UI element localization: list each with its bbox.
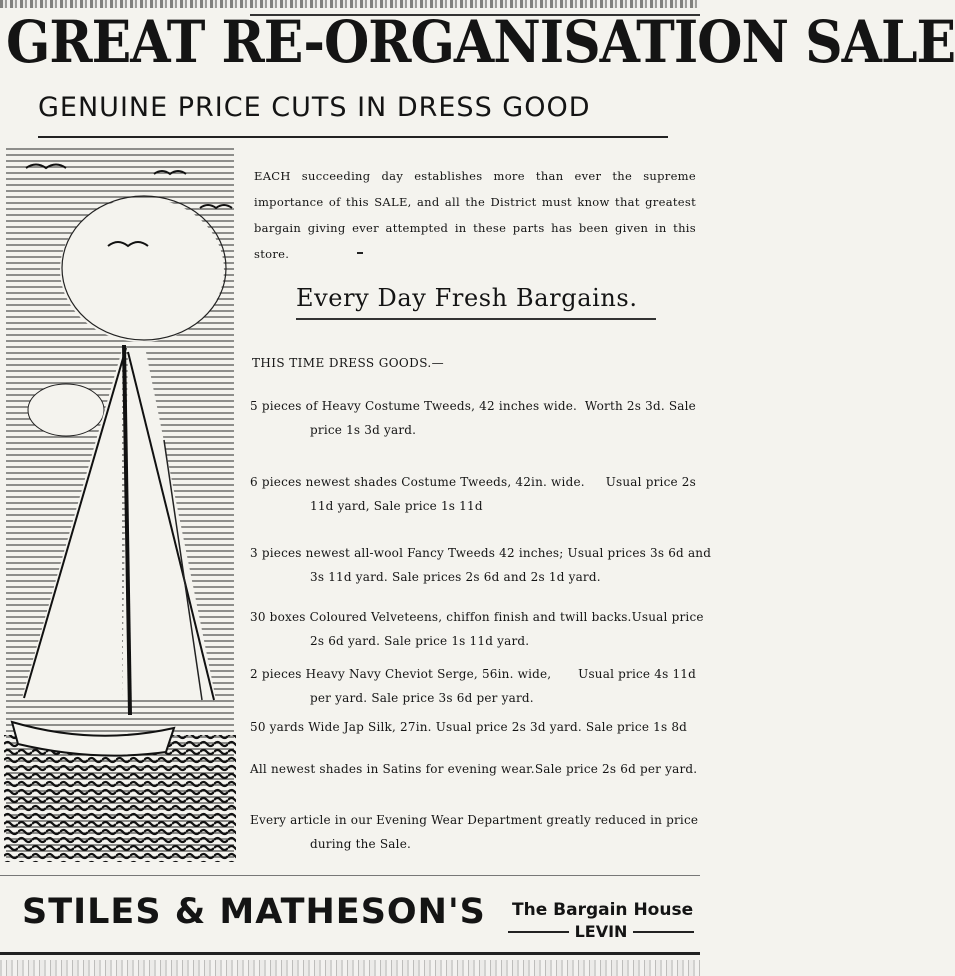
newsprint-edge-top [0, 0, 700, 8]
item-continuation: per yard. Sale price 3s 6d per yard. [310, 691, 534, 705]
newsprint-edge-bottom [0, 960, 700, 976]
list-item [250, 541, 712, 589]
item-continuation: during the Sale. [310, 837, 412, 851]
item-text: 5 pieces of Heavy Costume Tweeds, 42 inches wide. [250, 399, 578, 413]
list-item [250, 470, 696, 518]
section-label: THIS TIME DRESS GOODS.— [252, 356, 445, 370]
town-rule-right [633, 931, 694, 933]
item-price: Usual price 4s 11d [578, 667, 696, 681]
list-item [250, 394, 696, 442]
item-continuation: 11d yard, Sale price 1s 11d [310, 499, 483, 513]
item-text: 50 yards Wide Jap Silk, 27in. Usual price 2s 3d yard. Sale price 1s 8d [250, 720, 688, 734]
list-item [250, 757, 696, 781]
item-continuation: 2s 6d yard. Sale price 1s 11d yard. [310, 634, 530, 648]
separator-dash [357, 252, 363, 254]
intro-paragraph: EACH succeeding day establishes more than ever the supreme importance of this SALE, and all the District must know that greatest bargain giving ever attempted in these parts has been given in this store. [254, 169, 696, 261]
item-text: All newest shades in Satins for evening wear. [250, 762, 535, 776]
item-text: 30 boxes Coloured Velveteens, chiffon finish and twill backs. [250, 610, 632, 624]
store-name: STILES & MATHESON'S [22, 892, 486, 932]
footer-rule [0, 952, 700, 955]
list-item [250, 605, 704, 653]
town-name: LEVIN [574, 922, 628, 941]
store-tagline: The Bargain House [512, 900, 694, 920]
item-text: 6 pieces newest shades Costume Tweeds, 42in. wide. [250, 475, 585, 489]
item-continuation: price 1s 3d yard. [310, 423, 417, 437]
sailboat-illustration [4, 140, 236, 862]
subheadline: GENUINE PRICE CUTS IN DRESS GOOD [38, 92, 591, 123]
item-text: 3 pieces newest all-wool Fancy Tweeds 42 inches; Usual prices 3s 6d and [250, 546, 712, 560]
feature-heading-rule [296, 318, 656, 320]
item-price: Usual price 2s [605, 475, 696, 489]
list-item [250, 662, 696, 710]
item-price: Usual price [631, 610, 704, 624]
item-price: Worth 2s 3d. Sale [584, 399, 696, 413]
headline: GREAT RE-ORGANISATION SALE [6, 8, 955, 77]
item-price: Sale price 2s 6d per yard. [534, 762, 698, 776]
subheadline-rule [38, 136, 668, 138]
item-text: 2 pieces Heavy Navy Cheviot Serge, 56in. wide, [250, 667, 552, 681]
sailboat-drawing [4, 140, 236, 862]
footer-divider [0, 875, 700, 876]
list-item [250, 808, 699, 856]
store-town [508, 922, 694, 941]
town-rule-left [508, 931, 569, 933]
item-continuation: 3s 11d yard. Sale prices 2s 6d and 2s 1d yard. [310, 570, 601, 584]
feature-heading: Every Day Fresh Bargains. [296, 284, 638, 312]
item-text: Every article in our Evening Wear Department greatly reduced in price [250, 813, 699, 827]
list-item [250, 715, 696, 739]
